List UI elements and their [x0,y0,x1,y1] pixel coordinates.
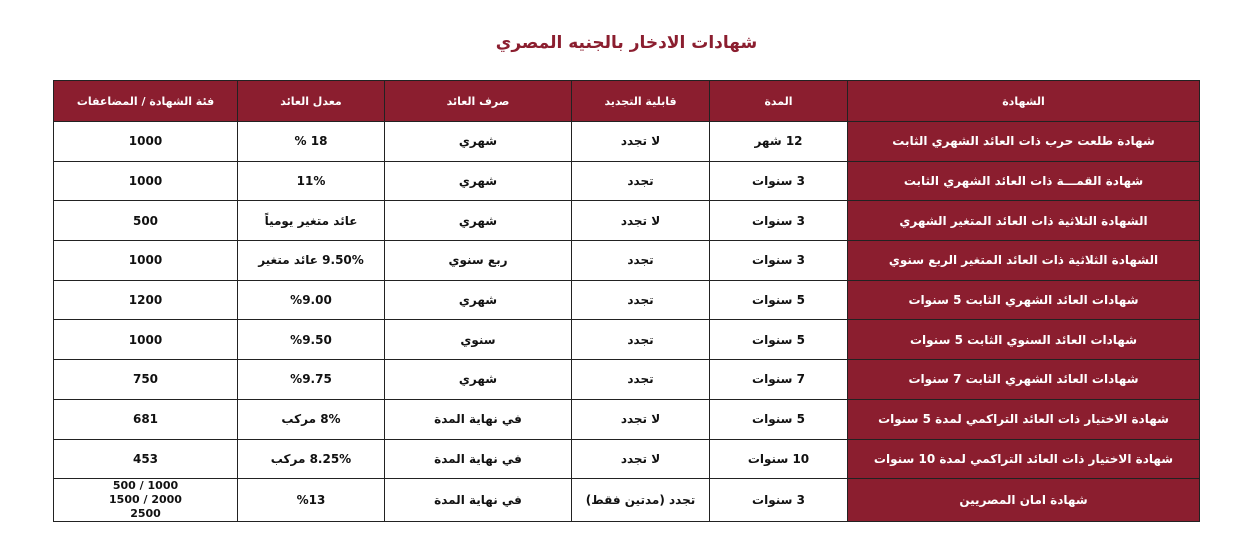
header-certificate: الشهادة [848,81,1200,122]
renewability-cell: لا تجدد [572,122,710,162]
duration-cell: 5 سنوات [710,399,848,439]
rate-cell: %9.00 [238,280,385,320]
renewability-cell: تجدد [572,161,710,201]
page-title: شهادات الادخار بالجنيه المصري [495,33,758,53]
renewability-cell: تجدد [572,241,710,281]
header-denomination: فئة الشهادة / المضاعفات [54,81,238,122]
table-header-row [54,81,1200,122]
duration-cell: 3 سنوات [710,479,848,522]
certificate-name: الشهادة الثلاثية ذات العائد المتغير الشهري [848,201,1200,241]
payout-cell: في نهاية المدة [385,399,572,439]
renewability-cell: تجدد [572,280,710,320]
duration-cell: 3 سنوات [710,241,848,281]
table-row [54,439,1200,479]
denomination-cell: 1000 [54,320,238,360]
renewability-cell: لا تجدد [572,399,710,439]
table-row [54,201,1200,241]
rate-cell: 8% مركب [238,399,385,439]
payout-cell: ربع سنوي [385,241,572,281]
header-payout: صرف العائد [385,81,572,122]
payout-cell: في نهاية المدة [385,479,572,522]
rate-cell: %9.50 [238,320,385,360]
certificate-name: شهادة الاختيار ذات العائد التراكمي لمدة 5 سنوات [848,399,1200,439]
payout-cell: شهري [385,360,572,400]
duration-cell: 3 سنوات [710,201,848,241]
rate-cell: %9.75 [238,360,385,400]
rate-cell: %13 [238,479,385,522]
header-duration: المدة [710,81,848,122]
renewability-cell: لا تجدد [572,201,710,241]
rate-cell: عائد متغير يومياً [238,201,385,241]
rate-cell: 11% [238,161,385,201]
renewability-cell: لا تجدد [572,439,710,479]
duration-cell: 12 شهر [710,122,848,162]
table-row [54,122,1200,162]
denomination-cell: 453 [54,439,238,479]
certificate-name: شهادة الاختيار ذات العائد التراكمي لمدة 10 سنوات [848,439,1200,479]
payout-cell: في نهاية المدة [385,439,572,479]
header-renewability: قابلية التجديد [572,81,710,122]
certificate-name: شهادة طلعت حرب ذات العائد الشهري الثابت [848,122,1200,162]
rate-cell: 8.25% مركب [238,439,385,479]
table-row [54,320,1200,360]
certificate-name: شهادات العائد الشهري الثابت 7 سنوات [848,360,1200,400]
payout-cell: شهري [385,122,572,162]
header-rate: معدل العائد [238,81,385,122]
payout-cell: شهري [385,280,572,320]
renewability-cell: تجدد [572,320,710,360]
certificate-name: شهادة القمـــة ذات العائد الشهري الثابت [848,161,1200,201]
duration-cell: 3 سنوات [710,161,848,201]
certificates-table [53,80,1200,522]
denomination-cell: 681 [54,399,238,439]
denomination-cell: 1000 [54,161,238,201]
denomination-cell: 1000 [54,122,238,162]
certificate-name: الشهادة الثلاثية ذات العائد المتغير الربع سنوي [848,241,1200,281]
payout-cell: شهري [385,201,572,241]
renewability-cell: تجدد [572,360,710,400]
denomination-cell: 750 [54,360,238,400]
denomination-cell: 1200 [54,280,238,320]
duration-cell: 7 سنوات [710,360,848,400]
denomination-cell: 1000 [54,241,238,281]
duration-cell: 5 سنوات [710,320,848,360]
denomination-cell: 1000 / 500 2000 / 1500 2500 [54,479,238,522]
rate-cell: 18 % [238,122,385,162]
denomination-cell: 500 [54,201,238,241]
table-row [54,399,1200,439]
table-row [54,161,1200,201]
table-row [54,479,1200,522]
table-row [54,241,1200,281]
table-row [54,360,1200,400]
certificate-name: شهادات العائد السنوي الثابت 5 سنوات [848,320,1200,360]
rate-cell: 9.50% عائد متغير [238,241,385,281]
renewability-cell: تجدد (مدتين فقط) [572,479,710,522]
duration-cell: 5 سنوات [710,280,848,320]
table-row [54,280,1200,320]
payout-cell: شهري [385,161,572,201]
certificate-name: شهادة امان المصريين [848,479,1200,522]
certificate-name: شهادات العائد الشهري الثابت 5 سنوات [848,280,1200,320]
payout-cell: سنوي [385,320,572,360]
duration-cell: 10 سنوات [710,439,848,479]
